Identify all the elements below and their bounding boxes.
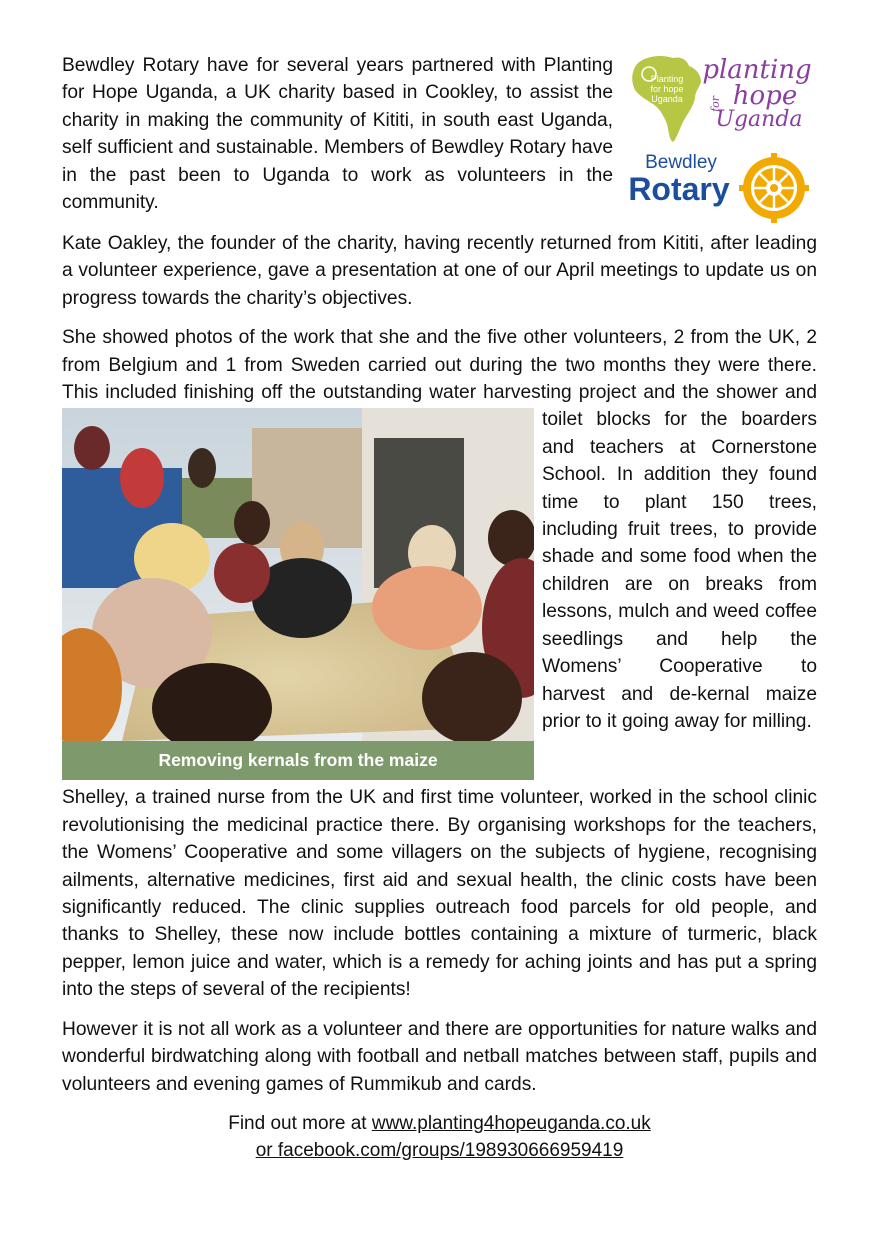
photo-figure <box>62 408 534 780</box>
footer-line-1 <box>62 1110 817 1137</box>
paragraph-work <box>62 324 817 771</box>
paragraph-work-text-after: and the shower and toilet blocks for the boarders and teachers at Cornerstone School. In addition they found time to plant 150 trees, including fruit trees, to provide shade and some food when the children are on breaks from lessons, mulch and weed coffee seedlings and help the Womens’ Cooperative to harvest and de-kernal maize prior to it going away for milling. <box>542 382 817 732</box>
africa-label-3: Uganda <box>651 94 683 104</box>
paragraph-presentation: Kate Oakley, the founder of the charity, having recently returned from Kititi, after leading a volunteer experience, gave a presentation at one of our April meetings to update us on progress towards the charity’s objectives. <box>62 233 817 309</box>
africa-label-2: for hope <box>650 84 684 94</box>
article <box>62 52 817 1164</box>
paragraph-intro: Bewdley Rotary have for several years partnered with Planting for Hope Uganda, a UK charity based in Cookley, to assist the charity in making the community of Kititi, in south east Uganda, self sufficient and sustainable. Members of Bewdley Rotary have in the past been to Uganda to work as volunteers in the community. <box>62 55 613 214</box>
rotary-wheel-icon <box>739 153 809 223</box>
planting-word: planting <box>702 55 812 85</box>
africa-label-1: Planting <box>650 74 684 84</box>
facebook-link[interactable]: or facebook.com/groups/198930666959419 <box>255 1139 624 1161</box>
planting-uganda-word: Uganda <box>715 107 803 132</box>
rotary-club-name: Bewdley <box>645 152 717 173</box>
logo-group <box>627 52 817 224</box>
rotary-name: Rotary <box>628 171 730 207</box>
photo-section <box>62 324 817 771</box>
logos-svg <box>627 52 817 224</box>
paragraph-work-text-before: She showed photos of the work that she and the five other volunteers, 2 from the UK, 2 from Belgium and 1 from Sweden carried out during the two months they were there. This included finishing off the outstanding water harvesting project <box>62 327 817 404</box>
intro-section <box>62 52 817 216</box>
paragraph-work-text <box>62 327 817 771</box>
footer-line-2 <box>62 1137 817 1164</box>
photo-caption: Removing kernals from the maize <box>62 741 534 780</box>
footer-prefix: Find out more at <box>228 1112 372 1134</box>
website-link[interactable]: www.planting4hopeuganda.co.uk <box>371 1112 651 1134</box>
planting-for-word: for <box>709 96 722 112</box>
maize-photo <box>62 408 534 741</box>
paragraph-leisure: However it is not all work as a volunteer and there are opportunities for nature walks and wonderful birdwatching along with football and netball matches between staff, pupils and volunteers and evening games of Rummikub and cards. <box>62 1018 817 1095</box>
footer <box>62 1110 817 1164</box>
planting-hope-word: hope <box>732 81 798 111</box>
paragraph-shelley: Shelley, a trained nurse from the UK and first time volunteer, worked in the school clinic revolutionising the medicinal practice there. By organising workshops for the teachers, the Womens’ Cooperative and some villagers on the subjects of hygiene, recognising ailments, alternative medicines, first aid and sexual health, the clinic costs have been significantly reduced. The clinic supplies outreach food parcels for old people, and thanks to Shelley, these now include bottles containing a mixture of turmeric, black pepper, lemon juice and water, which is a remedy for aching joints and has put a spring into the steps of several of the recipients! <box>62 787 817 1001</box>
